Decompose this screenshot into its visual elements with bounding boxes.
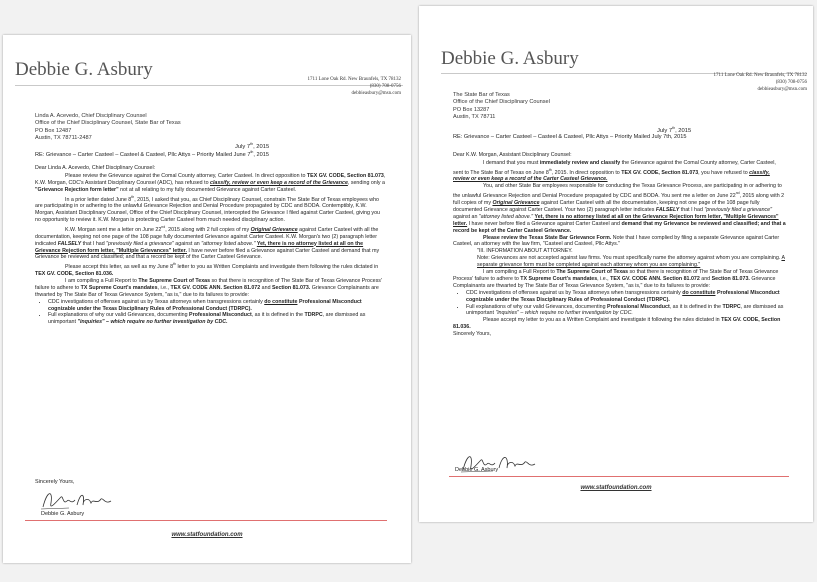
- re-line: RE: Grievance – Carter Casteel – Casteel & Casteel, Pllc Attys – Priority Mailed July 7th, 2015: [453, 134, 687, 140]
- return-address: 1711 Lone Oak Rd. New Braunfels, TX 78132 (830) 708-0756 debbieasbury@msn.com: [713, 73, 807, 92]
- body-paragraph: I demand that you must immediately review and classify the Grievance against the Comal County attorney, Carter Casteel, sent to The State Bar of Texas on June 8th, 2015. In direct opposition to TEX GV. CODE, Section 81.073, you have refused to classify, review or even keep a record of the Carter Casteel Grievance.: [453, 159, 776, 183]
- footer-divider: [449, 476, 789, 477]
- closing: Sincerely Yours,: [35, 479, 75, 485]
- salutation: Dear K.W. Morgan, Assistant Disciplinary Counsel:: [453, 152, 572, 158]
- failure-list: [35, 299, 387, 327]
- body-paragraph: You, and other State Bar employees responsible for conducting the Texas Grievance Process, are participating in or adhering to the unlawful Grievance Rejection and Denial Procedure propagated by CDC and BODA. You sent me a letter on June 22nd, 2015 along with 2 full copies of my Original Grievance against Carter Casteel with all the documentation, keeping not one page of the 108 page fully documented Grievance against Carter Casteel. Your two (2) paragraph letter indicates FALSELY that I had "previously filed a grievance" against an "attorney listed above." Yet, there is no attorney listed at all on the Grievance Rejection form letter, "Multiple Grievances" letter. I have never before filed a Grievance against Carter Casteel and demand that my Grievance be reviewed and classified; and that a record be kept of the Carter Casteel Grievance.: [453, 183, 786, 234]
- recipient-address: The State Bar of Texas Office of the Chief Disciplinary Counsel PO Box 13287 Austin, TX 78711: [453, 92, 550, 121]
- letterhead-name: Debbie G. Asbury: [15, 59, 153, 80]
- list-item: • CDC investigations of offenses against us by Texas attorneys when transgressions certainly do constitute Professional Misconduct cognizable under the Texas Disciplinary Rules of Professional Conduct (TDRPC).: [48, 299, 387, 313]
- letter-body: [35, 165, 387, 326]
- letter-page-1: [3, 35, 411, 563]
- signature-name: Debbie G. Asbury: [41, 511, 85, 517]
- footer-divider: [25, 520, 387, 521]
- letter-date: July 7th, 2015: [657, 126, 692, 134]
- list-item: • Full explanations of why our valid Grievances, documenting Professional Misconduct, as it is defined in the TDRPC, are dismissed as unimportant "inquiries" – which require no further investigation by CDC.: [466, 304, 787, 318]
- failure-list: [453, 290, 787, 318]
- salutation: Dear Linda A. Acevedo, Chief Disciplinary Counsel:: [35, 165, 156, 171]
- body-paragraph: K.W. Morgan sent me a letter on June 22nd, 2015 along with 2 full copies of my Original Grievance against Carter Casteel with all the documentation, keeping not one page of the 108 page fully documented Grievance against Carter Casteel. K.W. Morgan's two (2) paragraph letter indicated FALSELY that I had "previously filed a grievance" against an "attorney listed above." Yet, there is no attorney listed at all on the Grievance Rejection form letter, "Multiple Grievances" letter. I have never before filed a Grievance against Carter Casteel and demand that my Grievance be reviewed and classified; and that a record be kept of the Carter Casteel Grievance.: [35, 225, 380, 261]
- re-line: RE: Grievance – Carter Casteel – Casteel & Casteel, Pllc Attys – Priority Mailed June 7th, 2015: [35, 150, 269, 158]
- website-link[interactable]: www.statfoundation.com: [171, 532, 243, 538]
- body-paragraph: I am compiling a Full Report to The Supreme Court of Texas so that there is recognition of The State Bar of Texas Grievance Process' failure to adhere to TX Supreme Court's mandates, i.e., TEX GV. CODE ANN. Section 81.072 and Section 81.073. Grievance Complainants are thwarted by The State Bar of Texas Grievance System, "as is," due to its failures to provide:: [35, 277, 382, 298]
- body-paragraph: In a prior letter dated June 8th, 2015, I asked that you, as Chief Disciplinary Counsel, constrain The State Bar of Texas employees who are participating in or adhering to the unlawful Grievance Rejection and Denial Procedure propagated by CDC and BODA. Contemptibly, K.W. Morgan, Assistant Disciplinary Counsel, Office of the Chief Disciplinary Counsel, intercepted the Grievance I filed against Carter Casteel, giving you no opportunity to review it. K.W. Morgan is protecting Carter Casteel from much needed disciplinary action.: [35, 194, 380, 224]
- list-item: • Full explanations of why our valid Grievances, documenting Professional Misconduct, as it is defined in the TDRPC, are dismissed as unimportant "inquiries" – which require no further investigation by CDC.: [48, 312, 387, 326]
- closing: Sincerely Yours,: [453, 331, 491, 338]
- signature-name: Debbie G. Asbury: [455, 467, 499, 473]
- website-link[interactable]: www.statfoundation.com: [580, 485, 652, 491]
- letter-page-2: [419, 6, 813, 522]
- signature-image: [39, 487, 119, 513]
- letter-body: [453, 152, 787, 338]
- body-paragraph: Please review the Texas State Bar Grievance Form. Note that I have complied by filing a separate Grievance against Carter Casteel, an attorney with the law firm, "Casteel and Casteel, Pllc Attys.": [453, 234, 780, 248]
- body-paragraph: Please accept my letter to you as a Written Complaint and investigate it following the rules dictated in TEX GV. CODE, Section 81.036.: [453, 317, 781, 331]
- list-item: • CDC investigations of offenses against us by Texas attorneys when transgressions certainly do constitute Professional Misconduct cognizable under the Texas Disciplinary Rules of Professional Conduct (TDRPC).: [466, 290, 787, 304]
- body-paragraph: I am compiling a Full Report to The Supreme Court of Texas so that there is recognition of The State Bar of Texas Grievance Process' failure to adhere to TX Supreme Court's mandates, i.e., TEX GV. CODE ANN. Section 81.072 and Section 81.073. Grievance Complainants are thwarted by The State Bar of Texas Grievance System, "as is," due to its failures to provide:: [453, 269, 779, 289]
- quote-note: Note: Grievances are not accepted against law firms. You must specifically name the attorney against whom you are complaining. A separate grievance form must be completed against each attorney whom you are complaining.": [477, 255, 785, 269]
- return-address: 1711 Lone Oak Rd. New Braunfels, TX 78132 (830) 708-0756 debbieasbury@msn.com: [307, 77, 401, 96]
- body-paragraph: Please review the Grievance against the Comal County attorney, Carter Casteel. In direct opposition to TEX GV. CODE, Section 81.073, K.W. Morgan, CDC's Assistant Disciplinary Counsel (ADC), has refused to classify, review or even keep a record of the Grievance, sending only a "Grievance Rejection form letter" not at all relating to my fully documented Grievance against Carter Casteel.: [35, 172, 386, 193]
- letter-date: July 7th, 2015: [235, 142, 270, 150]
- letterhead-name: Debbie G. Asbury: [441, 48, 579, 69]
- quote-heading: "III. INFORMATION ABOUT ATTORNEY.: [477, 248, 573, 255]
- recipient-address: Linda A. Acevedo, Chief Disciplinary Counsel Office of the Chief Disciplinary Counsel, State Bar of Texas PO Box 12487 Austin, TX 78711-2487: [35, 113, 181, 142]
- body-paragraph: Please accept this letter, as well as my June 8th letter to you as Written Complaints and investigate them following the rules dictated in TEX GV. CODE, Section 81.036.: [35, 262, 379, 277]
